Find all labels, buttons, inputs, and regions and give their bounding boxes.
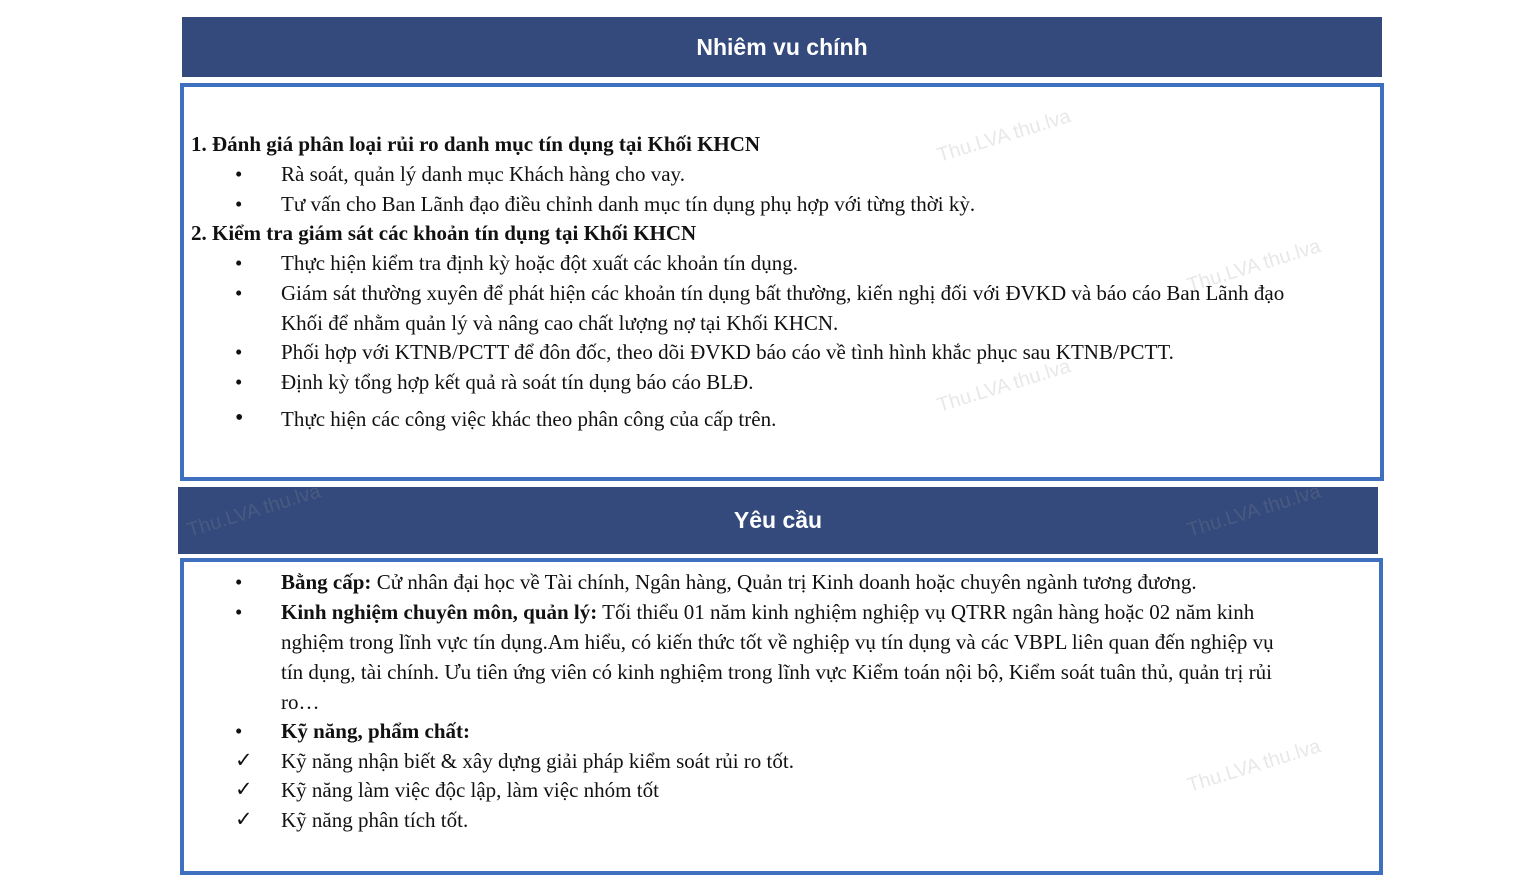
- duty-heading-2: 2. Kiểm tra giám sát các khoản tín dụng tại Khối KHCN: [191, 221, 697, 245]
- list-item: Giám sát thường xuyên để phát hiện các khoản tín dụng bất thường, kiến nghị đối với ĐVKD và báo cáo Ban Lãnh đạo: [281, 281, 1285, 305]
- bullet-icon: •: [235, 251, 243, 275]
- experience-text: Tối thiểu 01 năm kinh nghiệm nghiệp vụ QTRR ngân hàng hoặc 02 năm kinh: [597, 600, 1255, 624]
- list-item: Thực hiện các công việc khác theo phân công của cấp trên.: [281, 407, 777, 431]
- degree-text: Cử nhân đại học về Tài chính, Ngân hàng, Quản trị Kinh doanh hoặc chuyên ngành tương đương.: [371, 570, 1197, 594]
- skill-item: Kỹ năng phân tích tốt.: [281, 808, 469, 832]
- bullet-icon: •: [235, 570, 243, 594]
- list-item: Phối hợp với KTNB/PCTT để đôn đốc, theo dõi ĐVKD báo cáo về tình hình khắc phục sau KTNB/PCTT.: [281, 340, 1174, 364]
- requirement-degree: [281, 569, 1197, 595]
- experience-label: Kinh nghiệm chuyên môn, quản lý:: [281, 600, 598, 624]
- list-item: Thực hiện kiểm tra định kỳ hoặc đột xuất các khoản tín dụng.: [281, 251, 798, 275]
- section-header-main-duties: [182, 17, 1382, 77]
- list-item-continuation: Khối để nhằm quản lý và nâng cao chất lượng nợ tại Khối KHCN.: [281, 311, 839, 335]
- list-item: Tư vấn cho Ban Lãnh đạo điều chỉnh danh mục tín dụng phụ hợp với từng thời kỳ.: [281, 192, 976, 216]
- experience-text: tín dụng, tài chính. Ưu tiên ứng viên có kinh nghiệm trong lĩnh vực Kiểm toán nội bộ, Kiểm soát tuân thủ, quản trị rủi: [281, 660, 1272, 684]
- requirement-experience: [281, 599, 1254, 625]
- skill-item: Kỹ năng nhận biết & xây dựng giải pháp kiểm soát rủi ro tốt.: [281, 749, 794, 773]
- watermark: Thu.LVA thu.lva: [934, 355, 1074, 417]
- bullet-icon: •: [235, 281, 243, 305]
- skills-label: Kỹ năng, phẩm chất:: [281, 719, 471, 743]
- section-title: Nhiêm vu chính: [696, 33, 868, 60]
- watermark: Thu.LVA thu.lva: [1184, 735, 1324, 797]
- watermark: Thu.LVA thu.lva: [184, 480, 324, 542]
- bullet-icon: •: [235, 340, 243, 364]
- check-icon: ✓: [235, 807, 253, 831]
- degree-label: Bằng cấp:: [281, 570, 372, 594]
- section-header-requirements: [178, 487, 1378, 554]
- duty-heading-1: 1. Đánh giá phân loại rủi ro danh mục tín dụng tại Khối KHCN: [191, 132, 761, 156]
- watermark: Thu.LVA thu.lva: [934, 105, 1074, 167]
- watermark: Thu.LVA thu.lva: [1184, 480, 1324, 542]
- bullet-icon: •: [235, 192, 243, 216]
- list-item: Định kỳ tổng hợp kết quả rà soát tín dụng báo cáo BLĐ.: [281, 370, 754, 394]
- skill-item: Kỹ năng làm việc độc lập, làm việc nhóm tốt: [281, 778, 659, 802]
- check-icon: ✓: [235, 777, 253, 801]
- bullet-icon: •: [235, 405, 244, 431]
- experience-text: ro…: [281, 690, 320, 714]
- check-icon: ✓: [235, 748, 253, 772]
- experience-text: nghiệm trong lĩnh vực tín dụng.Am hiểu, có kiến thức tốt về nghiệp vụ tín dụng và các VBPL liên quan đến nghiệp vụ: [281, 630, 1274, 654]
- bullet-icon: •: [235, 719, 243, 743]
- bullet-icon: •: [235, 162, 243, 186]
- list-item: Rà soát, quản lý danh mục Khách hàng cho vay.: [281, 162, 685, 186]
- bullet-icon: •: [235, 600, 243, 624]
- watermark: Thu.LVA thu.lva: [1184, 235, 1324, 297]
- section-title: Yêu cầu: [733, 507, 823, 533]
- bullet-icon: •: [235, 370, 243, 394]
